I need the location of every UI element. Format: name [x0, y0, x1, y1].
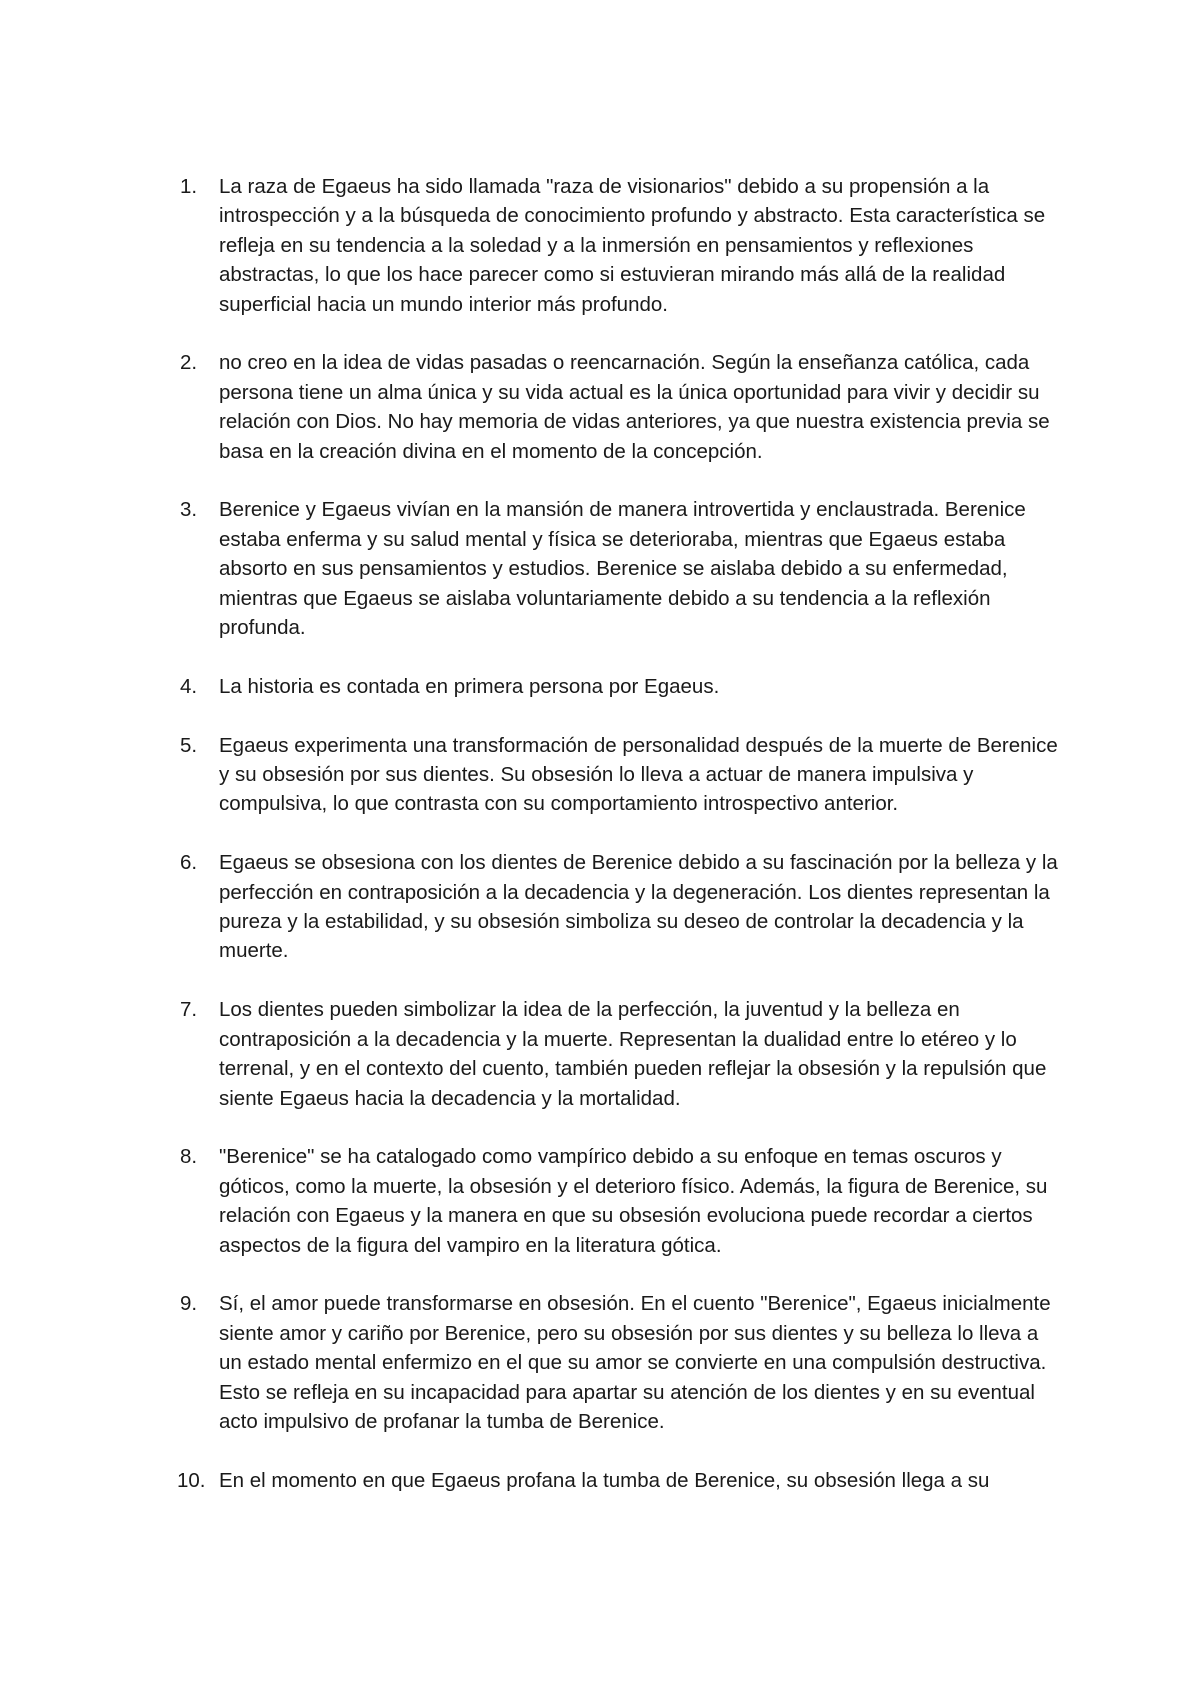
list-item-text: En el momento en que Egaeus profana la tumba de Berenice, su obsesión llega a su	[219, 1468, 990, 1492]
list-item-number: 3.	[180, 498, 198, 522]
list-item-number: 4.	[180, 674, 198, 698]
list-item	[180, 731, 1060, 819]
list-item-text: Egaeus se obsesiona con los dientes de Berenice debido a su fascinación por la belleza y la perfección en contraposición a la decadencia y la degeneración. Los dientes representan la pureza y la estabilidad, y su obsesión simboliza su deseo de controlar la decadencia y la muerte.	[219, 851, 1058, 963]
list-item-text: "Berenice" se ha catalogado como vampírico debido a su enfoque en temas oscuros y góticos, como la muerte, la obsesión y el deterioro físico. Además, la figura de Berenice, su relación con Egaeus y la manera en que su obsesión evoluciona puede recordar a ciertos aspectos de la figura del vampiro en la literatura gótica.	[219, 1145, 1048, 1257]
list-item	[180, 848, 1060, 966]
list-item	[180, 672, 1060, 701]
list-item-text: La raza de Egaeus ha sido llamada "raza de visionarios" debido a su propensión a la introspección y a la búsqueda de conocimiento profundo y abstracto. Esta característica se refleja en su tendencia a la soledad y a la inmersión en pensamientos y reflexiones abstractas, lo que los hace parecer como si estuvieran mirando más allá de la realidad superficial hacia un mundo interior más profundo.	[219, 175, 1046, 316]
list-item-number: 6.	[180, 851, 198, 875]
list-item-text: Sí, el amor puede transformarse en obsesión. En el cuento "Berenice", Egaeus inicialmente siente amor y cariño por Berenice, pero su obsesión por sus dientes y su belleza lo lleva a un estado mental enfermizo en el que su amor se convierte en una compulsión destructiva. Esto se refleja en su incapacidad para apartar su atención de los dientes y en su eventual acto impulsivo de profanar la tumba de Berenice.	[219, 1292, 1051, 1433]
answer-list	[177, 172, 1060, 1525]
list-item-number: 1.	[180, 175, 198, 198]
list-item	[180, 172, 1060, 319]
list-item	[180, 995, 1060, 1113]
list-item-text: no creo en la idea de vidas pasadas o reencarnación. Según la enseñanza católica, cada persona tiene un alma única y su vida actual es la única oportunidad para vivir y decidir su relación con Dios. No hay memoria de vidas anteriores, ya que nuestra existencia previa se basa en la creación divina en el momento de la concepción.	[219, 351, 1050, 463]
list-item-text: Berenice y Egaeus vivían en la mansión de manera introvertida y enclaustrada. Berenice estaba enferma y su salud mental y física se deterioraba, mientras que Egaeus estaba absorto en sus pensamientos y estudios. Berenice se aislaba debido a su enfermedad, mientras que Egaeus se aislaba voluntariamente debido a su tendencia a la reflexión profunda.	[219, 498, 1026, 640]
list-item-number: 7.	[180, 998, 198, 1022]
list-item-number: 2.	[180, 351, 198, 375]
list-item	[180, 1289, 1060, 1436]
list-item	[180, 1142, 1060, 1260]
list-item	[177, 1466, 1060, 1495]
list-item-number: 5.	[180, 733, 198, 757]
list-item	[180, 348, 1060, 466]
list-item	[180, 495, 1060, 642]
list-item-number: 10.	[177, 1468, 206, 1492]
list-item-text: Los dientes pueden simbolizar la idea de la perfección, la juventud y la belleza en contraposición a la decadencia y la muerte. Representan la dualidad entre lo etéreo y lo terrenal, y en el contexto del cuento, también pueden reflejar la obsesión y la repulsión que siente Egaeus hacia la decadencia y la mortalidad.	[219, 998, 1047, 1110]
list-item-number: 9.	[180, 1292, 198, 1316]
list-item-text: La historia es contada en primera persona por Egaeus.	[219, 674, 720, 698]
list-item-number: 8.	[180, 1145, 198, 1169]
list-item-text: Egaeus experimenta una transformación de personalidad después de la muerte de Berenice y su obsesión por sus dientes. Su obsesión lo lleva a actuar de manera impulsiva y compulsiva, lo que contrasta con su comportamiento introspectivo anterior.	[219, 733, 1058, 816]
